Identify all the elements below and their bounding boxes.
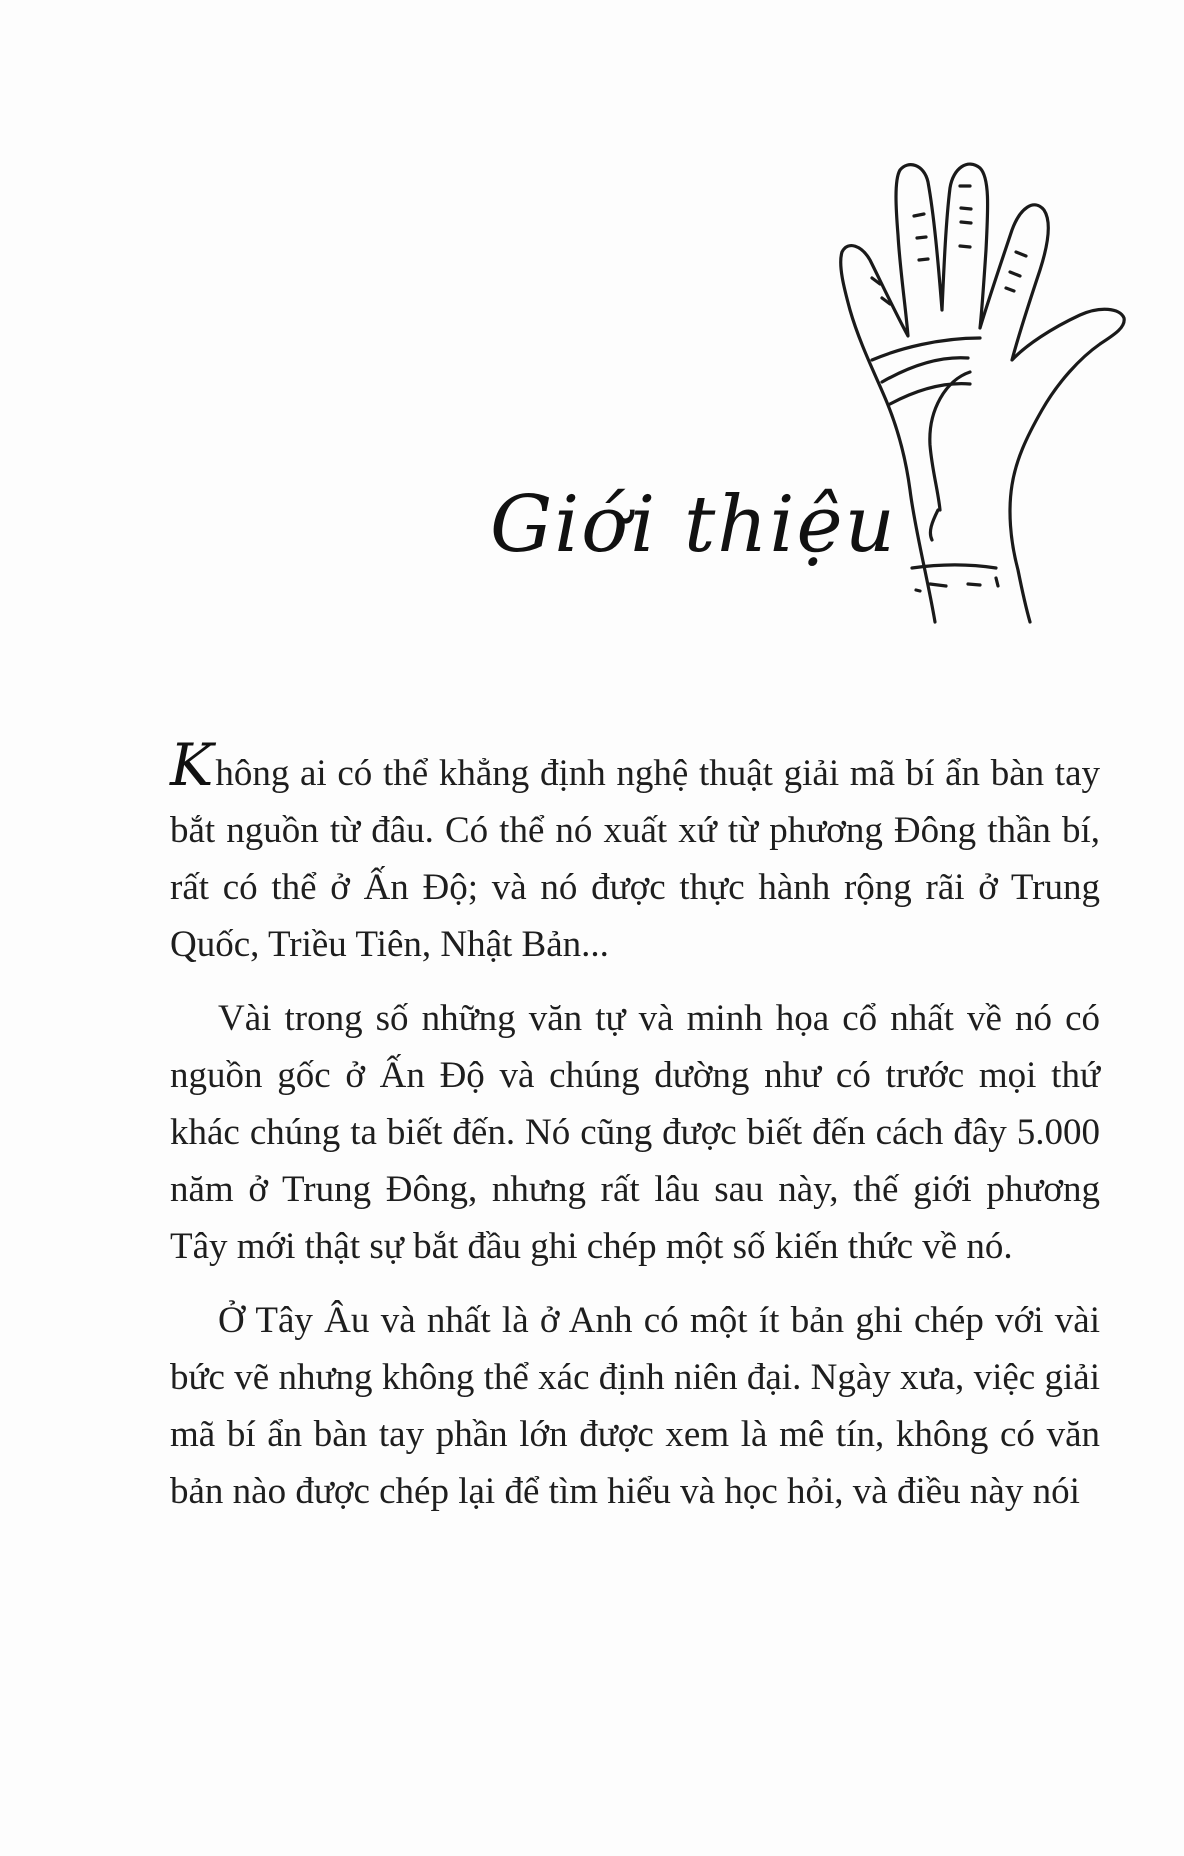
- chapter-title: Giới thiệu: [490, 480, 897, 570]
- drop-cap: K: [170, 731, 214, 799]
- paragraph-2: Vài trong số những văn tự và minh họa cổ nhất về nó có nguồn gốc ở Ấn Độ và chúng dường như có trước mọi thứ khác chúng ta biết đến. Nó cũng được biết đến cách đây 5.000 năm ở Trung Đông, nhưng rất lâu sau này, thế giới phương Tây mới thật sự bắt đầu ghi chép một số kiến thức về nó.: [170, 998, 1100, 1267]
- paragraph-3: Ở Tây Âu và nhất là ở Anh có một ít bản ghi chép với vài bức vẽ nhưng không thể xác định niên đại. Ngày xưa, việc giải mã bí ẩn bàn tay phần lớn được xem là mê tín, không có văn bản nào được chép lại để tìm hiểu và học hỏi, và điều này nói: [170, 1300, 1100, 1512]
- paragraph-1: [170, 731, 1100, 973]
- paragraph-1-text: hông ai có thể khẳng định nghệ thuật giải mã bí ẩn bàn tay bắt nguồn từ đâu. Có thể nó xuất xứ từ phương Đông thần bí, rất có thể ở Ấn Độ; và nó được thực hành rộng rãi ở Trung Quốc, Triều Tiên, Nhật Bản...: [170, 753, 1100, 965]
- body-text: [170, 731, 1100, 1537]
